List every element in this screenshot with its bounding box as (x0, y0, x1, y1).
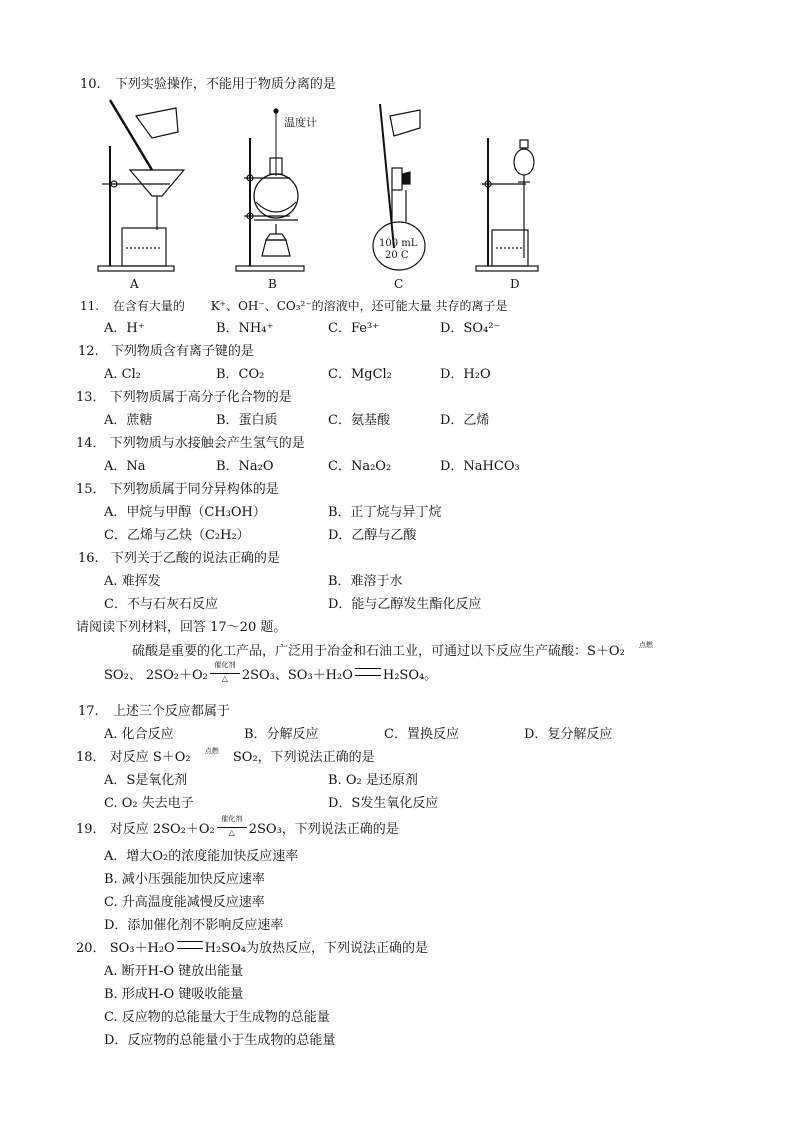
option-b: B. 形成H-O 键吸收能量 (104, 987, 244, 1002)
question-stem: 对反应 S＋O₂ (109, 750, 191, 765)
question-15 (76, 481, 279, 499)
option-a: A．蔗糖 (104, 413, 153, 428)
question-stem: 2SO₃，下列说法正确的是 (248, 822, 399, 837)
flask-volume-label: 100 mL (379, 238, 418, 249)
option-b: B. O₂ 是还原剂 (328, 773, 418, 788)
figure-label-c: C (394, 277, 404, 291)
question-number: 11. (80, 299, 100, 313)
option-d: D．复分解反应 (524, 727, 613, 742)
question-stem: 下列物质属于高分子化合物的是 (109, 390, 292, 405)
ignite-condition (629, 643, 663, 657)
question-stem: 下列关于乙酸的说法正确的是 (110, 551, 280, 566)
question-number: 18． (76, 750, 106, 765)
distillation-apparatus (236, 109, 304, 271)
question-number: 13． (76, 390, 106, 405)
option-d: D．乙烯 (440, 413, 490, 428)
question-19 (76, 815, 399, 839)
catalyst-arrow (215, 815, 249, 837)
question-stem: 在含有大量的 (112, 299, 185, 313)
figure-label-d: D (510, 277, 520, 291)
figure-label-a: A (130, 277, 139, 291)
option-b: B．难溶于水 (328, 574, 403, 589)
material-line-1 (132, 643, 663, 661)
option-c: C．氨基酸 (328, 413, 390, 428)
question-number: 20． (76, 941, 106, 956)
question-number: 16. (78, 551, 99, 566)
question-12 (78, 343, 254, 361)
figure-label-b: B (268, 277, 277, 291)
question-stem: 下列实验操作，不能用于物质分离的是 (114, 77, 336, 92)
question-stem: 下列物质含有离子键的是 (110, 344, 254, 359)
option-c: C．乙烯与乙炔（C₂H₂） (104, 528, 250, 543)
question-10 (80, 76, 336, 94)
material-line-2 (104, 661, 438, 685)
option-b: B．CO₂ (216, 367, 265, 382)
option-b: B．Na₂O (216, 459, 274, 474)
option-d: D．SO₄²⁻ (440, 321, 501, 336)
question-16 (78, 550, 280, 568)
option-c: C．Fe³⁺ (328, 321, 380, 336)
material-text: 硫酸是重要的化工产品，广泛用于冶金和石油工业，可通过以下反应生产硫酸：S＋O₂ (132, 644, 625, 659)
option-c: C. O₂ 失去电子 (104, 796, 194, 811)
question-18 (76, 749, 375, 767)
condition-label: 点燃 (638, 641, 653, 649)
question-number: 14． (76, 436, 106, 451)
apparatus-figure (90, 98, 560, 294)
option-a: A. 化合反应 (104, 727, 174, 742)
option-b: B．正丁烷与异丁烷 (328, 505, 442, 520)
option-a: A．甲烷与甲醇（CH₃OH） (104, 505, 266, 520)
option-d: D．NaHCO₃ (440, 459, 520, 474)
option-c: C．置换反应 (384, 727, 459, 742)
option-d: D．乙醇与乙酸 (328, 528, 417, 543)
question-13 (76, 389, 292, 407)
question-stem: 下列物质属于同分异构体的是 (109, 482, 279, 497)
question-stem: 对反应 2SO₂＋O₂ (109, 822, 215, 837)
option-b: B．NH₄⁺ (216, 321, 274, 336)
option-a: A．S是氧化剂 (104, 773, 188, 788)
material-intro: 请阅读下列材料，回答 17～20 题。 (76, 620, 287, 635)
option-d: D．能与乙醇发生酯化反应 (328, 597, 482, 612)
condition-label: 催化剂 (214, 661, 236, 669)
question-17 (78, 703, 230, 721)
question-stem: SO₃＋H₂O (109, 941, 175, 956)
question-number: 15． (76, 482, 106, 497)
heat-symbol: △ (228, 828, 235, 837)
question-stem: 下列物质与水接触会产生氢气的是 (109, 436, 305, 451)
option-a: A．增大O₂的浓度能加快反应速率 (104, 849, 299, 864)
catalyst-arrow (208, 661, 242, 683)
question-stem: H₂SO₄为放热反应，下列说法正确的是 (204, 941, 428, 956)
ignite-condition (195, 749, 229, 763)
option-c: C．不与石灰石反应 (104, 597, 218, 612)
option-c: C. 升高温度能减慢反应速率 (104, 895, 265, 910)
condition-label: 点燃 (204, 747, 219, 755)
question-stem-ions: K⁺、OH⁻、CO₃²⁻的溶液中，还可能大量 共存的离子是 (210, 299, 508, 313)
condition-label: 催化剂 (221, 815, 243, 823)
option-b: B．蛋白质 (216, 413, 278, 428)
option-d: D．添加催化剂不影响反应速率 (104, 918, 284, 933)
option-a: A．Na (104, 459, 146, 474)
option-d: D．反应物的总能量小于生成物的总能量 (104, 1033, 336, 1048)
separatory-funnel (476, 138, 538, 271)
option-a: A. Cl₂ (104, 367, 141, 382)
option-c: C. 反应物的总能量大于生成物的总能量 (104, 1010, 330, 1025)
option-a: A．H⁺ (104, 321, 145, 336)
question-stem: 上述三个反应都属于 (112, 704, 230, 719)
option-d: D．H₂O (440, 367, 491, 382)
question-11 (80, 297, 508, 315)
material-text: H₂SO₄。 (382, 668, 438, 683)
option-d: D．S发生氧化反应 (328, 796, 439, 811)
option-c: C．MgCl₂ (328, 367, 392, 382)
question-number: 17. (78, 704, 99, 719)
question-number: 12. (78, 344, 99, 359)
question-20 (76, 940, 428, 958)
option-b: B. 减小压强能加快反应速率 (104, 872, 265, 887)
flask-temp-label: 20 C (385, 250, 409, 261)
thermometer-label: 温度计 (284, 116, 317, 129)
heat-symbol: △ (221, 674, 228, 683)
option-c: C．Na₂O₂ (328, 459, 392, 474)
option-a: A. 断开H-O 键放出能量 (104, 964, 244, 979)
option-b: B．分解反应 (244, 727, 319, 742)
equals-sign (355, 668, 381, 676)
material-text: 2SO₃、SO₃＋H₂O (241, 668, 353, 683)
equals-sign (177, 941, 203, 949)
question-14 (76, 435, 305, 453)
question-stem: SO₂，下列说法正确的是 (232, 750, 375, 765)
question-number: 19． (76, 822, 106, 837)
material-text: SO₂、 2SO₂＋O₂ (104, 668, 208, 683)
filtration-apparatus (98, 100, 184, 271)
question-number: 10. (80, 77, 101, 92)
option-a: A. 难挥发 (104, 574, 161, 589)
